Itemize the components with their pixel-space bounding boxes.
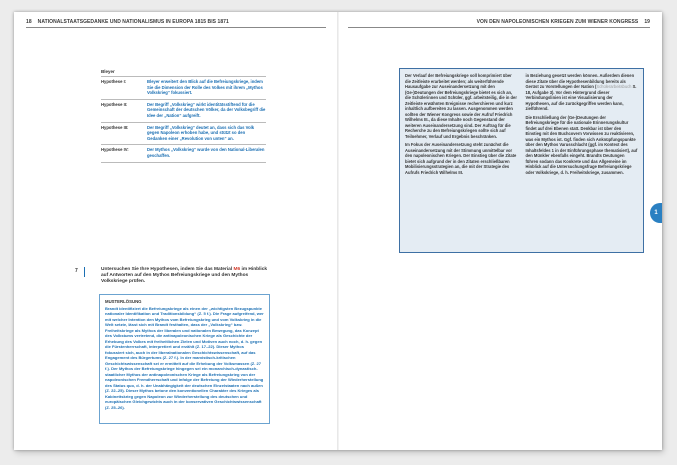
note-paragraph: Im Fokus der Auseinandersetzung steht zunächst die Auseinandersetzung mit der Stimmung unmittelbar vor den napoleonischen Kriegen. Der Einstieg über die Zitate bietet sich aufgrund der in den Zitaten erschließbaren Mobilisierungsstrategien an, die mit der Strategie des Aufrufs Friedrich Wilhelms III.: [405, 142, 517, 175]
note-paragraph: [526, 73, 639, 112]
book-spread: [14, 12, 662, 450]
hypothesis-label: Hypothese II:: [101, 101, 128, 107]
table-row: [101, 144, 266, 162]
task-text-before: Untersuchen Sie Ihre Hypothesen, indem Sie das Material: [101, 267, 234, 272]
task-number: 7: [75, 268, 78, 274]
chapter-tab[interactable]: 1: [650, 203, 662, 223]
material-reference[interactable]: M6: [233, 267, 241, 272]
hypothesis-label: Hypothese I:: [101, 79, 127, 84]
left-header-title: NATIONALSTAATSGEDANKE UND NATIONALISMUS IN EUROPA 1815 BIS 1871: [37, 19, 229, 25]
task-marker: [84, 267, 85, 277]
workbook-reference: Schülerarbeitsbuch: [596, 84, 632, 89]
right-header-title: VON DEN NAPOLEONISCHEN KRIEGEN ZUM WIENER KONGRESS: [476, 19, 639, 25]
hypothesis-text: Der Mythos „Volkskrieg“ wurde von den National-Liberalen geschaffen.: [147, 147, 265, 158]
note-column-right: [526, 73, 639, 248]
right-page-number: 19: [644, 19, 650, 25]
right-running-head: [348, 18, 650, 28]
hypothesis-text: Der Begriff „Volkskrieg“ deutet an, dass sich das Volk gegen Napoleon erhoben habe, und stützt so den Gedanken einer „Revolution von unten“ an.: [147, 124, 255, 141]
hypothesis-text: Der Begriff „Volkskrieg“ wirkt identitätsstiftend für die Gemeinschaft der deutschen Völker, da der Volksbegriff die Idee der „Nation“ aufgreift.: [147, 101, 266, 118]
note-text: in Beziehung gesetzt werden können. Außerdem dienen diese Zitate über die Hypothesenbildung bereits als Gerüst zu Vorstellungen der Nation (: [525, 73, 635, 89]
table-title: Bleyer: [101, 69, 115, 74]
solution-box: [99, 294, 270, 424]
note-paragraph: Die Erschließung der (Ge-)Deutungen der Befreiungskriege für die nationale Erinnerungskultur findet auf drei Ebenen statt. Denkbar ist über den Einstieg mit den Buchcovern Vorwissen zu reaktivieren, was ein Mythos ist. Ggf. finden sich Anknüpfungspunkte über den Mythos Varusschlacht (ggf. im Kontext des Inhaltsfeldes 1 in der Einführungsphase thematisiert), auf den Münkler ebenfalls eingeht. Brandts Deutungen führen sodann das Konkrete und das Allgemeine im Hinblick auf die Untersuchungsfrage Befreiungskriege oder Volkskriege, d. h. Freiheitskriege, zusammen.: [525, 114, 638, 175]
table-row: [101, 99, 266, 122]
table-row: [101, 76, 266, 99]
solution-title: MUSTERLÖSUNG: [105, 299, 142, 304]
left-running-head: [26, 18, 326, 28]
left-page-number: 18: [26, 19, 32, 25]
page-gutter: [337, 12, 339, 450]
hypothesis-text: Bleyer erweitert den Blick auf die Befreiungskriege, indem Sie die Dimension der Rolle des Volkes mit ihrem „Mythos Volkskrieg“ fokussiert.: [147, 79, 263, 96]
hypothesis-table: [101, 76, 266, 163]
solution-text: Brandt identifiziert die Befreiungskriege als einen der „wichtigsten Bezugspunkte nationaler Identifikation und Traditionsbildung“ (Z. 5 f.). Die Frage aufgreifend, wer mit welcher Intention den Mythos vom Befreiungskrieg und vom Volkskrieg in die Welt setzte, lässt sich mit Brandt festhalten, dass der „Volkskrieg“ bzw. Freiheitskriege als Mythos der liberalen und nationalen Bewegung, das Konzept des Volkstums vertretend, die antinapoleonischen Kriege als Geschichte der Erhebung des Volkes mit freiheitlichen Zielen und Motiven auch noch, d. h. gegen die Fürstenherrschaft, interpretiert und erzählt (Z. 17–22). Dieser Mythos fokussiert sich, auch in der liberalnationalen Geschichtswissenschaft, auf das Engagement des Bürgertums (Z. 27 f.). In der marxistisch-kritischen Geschichtswissenschaft sei er ermittelt auf die Erhebung der Volksmassen (Z. 27 f.). Der Mythos der Befreiungskriege hingegen sei ein monarchisch-dynastisch-staatlicher Mythos der antinapoleonischen Kriege als Befreiungskrieg von der napoleonischen Fremdherrschaft und infolge der Befreiung der Wiederherstellung des Status quo, d. h. der Unabhängigkeit der deutschen Einzelstaaten nach außen (Z. 22–25). Dieser Mythos betone den konventionellen Charakter des Krieges als Kabinettskrieg gegen Napoleon zur Wiederherstellung des deutschen und europäischen Gleichgewichts auch in der konservativen Geschichtswissenschaft (Z. 25–26).: [105, 305, 264, 410]
hypothesis-label: Hypothese IV:: [101, 147, 129, 153]
task-text: [101, 267, 271, 286]
hypothesis-label: Hypothese III:: [101, 124, 129, 130]
note-text: S. 18, Aufgabe 3). Vor dem Hintergrund dieser Verbindungslinien ist eine Visualisierung der Hypothesen, auf die zurückgegriffen werden kann, zielführend.: [525, 84, 637, 111]
note-column-left: [405, 73, 518, 248]
task-text-after: im Hinblick auf Antworten auf den Mythos Befreiungskriege und den Mythos Volkskriege prüfen.: [101, 267, 268, 285]
teacher-note-box: [399, 68, 644, 253]
note-paragraph: Der Verlauf der Befreiungskriege soll komprimiert über die Zeitleiste erarbeitet werden; als weiterführende Hausaufgabe zur Auseinandersetzung mit den (Ge-)Deutungen der Befreiungskriege bietet es sich an, die Schülerinnen und Schüler, ggf. arbeitsteilig, die in der Zeitleiste erwähnten Ereignisse recherchieren und kurz inhaltlich aufbereiten zu lassen. Ausgenommen werden sollten der Wiener Kongress sowie der Aufruf Friedrich Wilhelms III., da diese Inhalte noch Gegenstand der weiteren Auseinandersetzung sind. Der Auftrag für die Recherche zu den Befreiungskriegen sollte sich auf Teilnehmer, Verlauf und Ergebnis beschränken.: [405, 73, 517, 139]
table-row: [101, 122, 266, 145]
